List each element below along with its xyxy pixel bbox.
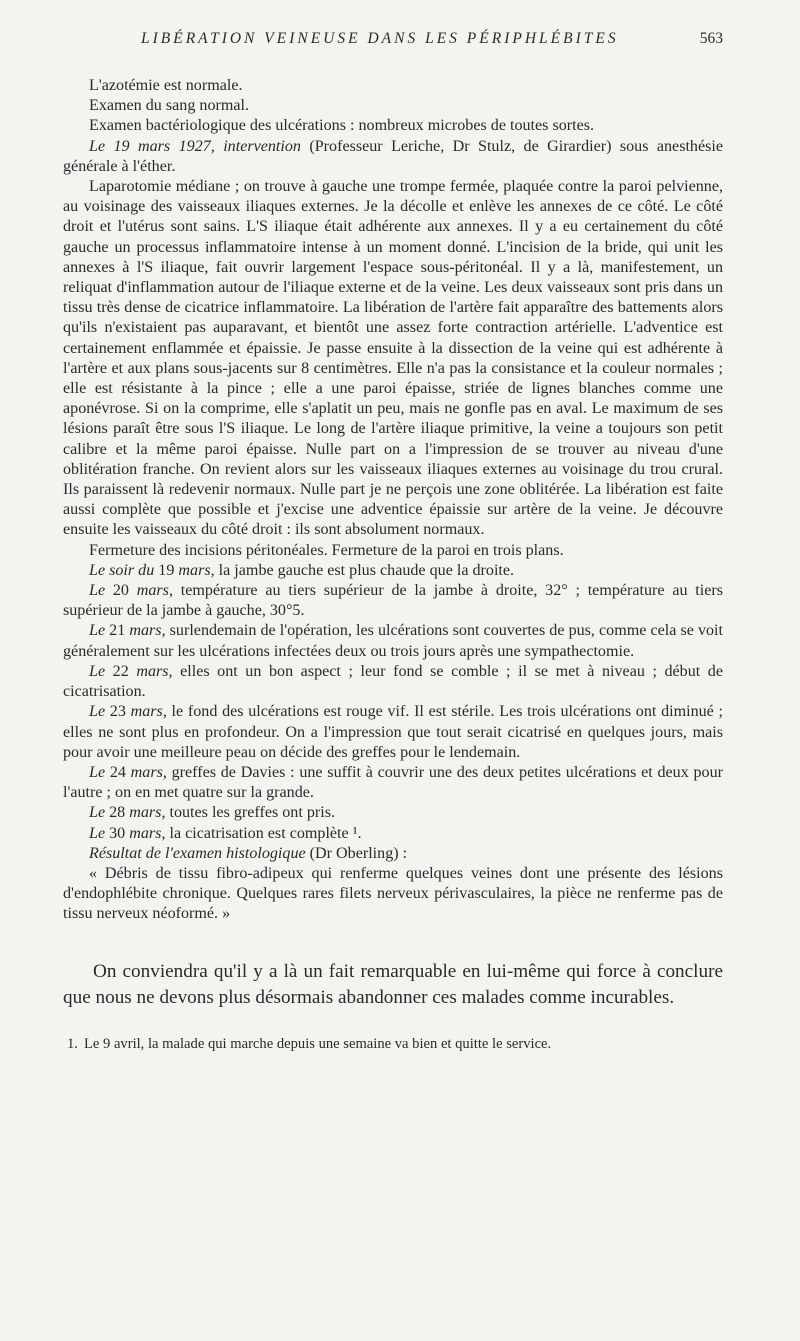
body-paragraph — [63, 96, 723, 116]
body-paragraph — [63, 76, 723, 96]
italic-run: Résultat de l'examen histologique — [89, 844, 306, 862]
text-run: , la jambe gauche est plus chaude que la droite. — [210, 561, 515, 579]
page — [63, 30, 723, 1054]
body-paragraph — [63, 137, 723, 177]
italic-run: Le — [89, 703, 106, 721]
text-run: « Débris de tissu fibro-adipeux qui renferme quelques veines dont une présente des lésions d'endophlébite chronique. Quelques rares filets nerveux périvasculaires, la pièce ne renferme pas de tissu nerveux néoformé. » — [63, 864, 723, 923]
text-run: Fermeture des incisions péritonéales. Fermeture de la paroi en trois plans. — [89, 541, 564, 559]
text-run: 28 — [105, 804, 130, 822]
italic-run: mars — [136, 662, 169, 680]
case-report-body — [63, 76, 723, 925]
body-paragraph — [63, 864, 723, 925]
body-paragraph — [63, 177, 723, 541]
page-number: 563 — [699, 30, 723, 47]
text-run: , greffes de Davies : une suffit à couvrir une des deux petites ulcérations et deux pour l'autre ; on en met quatre sur la grande. — [63, 763, 723, 802]
body-paragraph — [63, 581, 723, 621]
text-run: Examen bactériologique des ulcérations : nombreux microbes de toutes sortes. — [89, 117, 595, 135]
text-run: , la cicatrisation est complète ¹. — [161, 824, 362, 842]
italic-run: Le 19 mars 1927, intervention — [89, 137, 301, 155]
text-run: 20 — [105, 582, 137, 600]
italic-run: Le — [89, 763, 106, 781]
body-paragraph — [63, 662, 723, 702]
italic-run: Le — [89, 622, 106, 640]
italic-run: Le soir du — [89, 561, 155, 579]
text-run: 23 — [105, 703, 131, 721]
text-run: (Dr Oberling) : — [305, 844, 408, 862]
italic-run: Le — [89, 804, 106, 822]
conclusion-paragraph: On conviendra qu'il y a là un fait remarquable en lui-même qui force à conclure que nous ne devons plus désormais abandonner ces malades comme incurables. — [63, 960, 723, 1008]
text-run: L'azotémie est normale. — [89, 77, 243, 94]
text-run: 21 — [105, 622, 130, 640]
italic-run: Le — [89, 582, 106, 600]
body-paragraph — [63, 621, 723, 661]
running-title: LIBÉRATION VEINEUSE DANS LES PÉRIPHLÉBITES — [141, 30, 619, 47]
text-run: 19 — [154, 561, 179, 579]
italic-run: Le — [89, 662, 106, 680]
italic-run: mars — [129, 622, 162, 640]
body-paragraph — [63, 561, 723, 581]
text-run: , le fond des ulcérations est rouge vif. Il est stérile. Les trois ulcérations ont diminué ; elles ne sont plus en profondeur. On a l'impression que tout serait cicatrisé en quelques jours, mais pour avoir une meilleure peau on décide des greffes pour le lendemain. — [63, 703, 724, 761]
italic-run: mars — [129, 804, 162, 822]
text-run: , elles ont un bon aspect ; leur fond se comble ; il se met à niveau ; début de cicatrisation. — [63, 662, 724, 701]
body-paragraph — [63, 803, 723, 823]
body-paragraph — [63, 702, 723, 763]
body-paragraph — [63, 824, 723, 844]
body-paragraph — [63, 541, 723, 561]
italic-run: mars — [130, 763, 163, 781]
text-run: 24 — [105, 763, 131, 781]
footnote-text: Le 9 avril, la malade qui marche depuis une semaine va bien et quitte le service. — [83, 1035, 552, 1052]
text-run: , température au tiers supérieur de la jambe à droite, 32° ; température au tiers supérieur de la jambe à gauche, 30°5. — [63, 582, 723, 620]
footnote — [63, 1035, 723, 1054]
italic-run: mars — [129, 824, 162, 842]
body-paragraph — [63, 844, 723, 864]
text-run: , surlendemain de l'opération, les ulcérations sont couvertes de pus, comme cela se voit généralement sur les ulcérations infectées deux ou trois jours après une sympathectomie. — [63, 622, 723, 660]
conclusion-section — [63, 959, 723, 1011]
footnote-number: 1. — [67, 1035, 78, 1052]
body-paragraph — [63, 116, 723, 136]
text-run: 22 — [105, 662, 137, 680]
italic-run: mars — [178, 561, 211, 579]
text-run: 30 — [105, 824, 130, 842]
running-header — [63, 30, 723, 54]
body-paragraph — [63, 763, 723, 803]
italic-run: mars — [130, 703, 163, 721]
text-run: Examen du sang normal. — [89, 97, 250, 115]
text-run: Laparotomie médiane ; on trouve à gauche une trompe fermée, plaquée contre la paroi pelvienne, au voisinage des vaisseaux iliaques externes. Je la décolle et enlève les annexes de ce côté. Le côté droit et l'utérus sont sains. L'S iliaque était adhérente aux annexes. Il y a eu certainement du côté gauche un processus inflammatoire intense à un moment donné. L'incision de la bride, qui unit les annexes à l'S iliaque, fait ouvrir largement l'espace sous-péritonéal. Il y a là, manifestement, un reliquat d'inflammation autour de l'iliaque externe et de la veine. Les deux vaisseaux sont pris dans un tissu très dense de cicatrice inflammatoire. La libération de l'artère fait apparaître des battements alors qu'ils n'existaient pas auparavant, et bientôt une assez forte contraction artérielle. L'adventice est certainement enflammée et épaissie. Je passe ensuite à la dissection de la veine qui est adhérente à l'artère et aux plans sous-jacents sur 8 centimètres. Elle n'a pas la consistance et la couleur normales ; elle est résistante à la pince ; elle a une paroi épaisse, striée de lignes blanches comme une aponévrose. Si on la comprime, elle s'aplatit un peu, mais ne gonfle pas en aval. Le maximum de ses lésions paraît être sous l'S iliaque. Le long de l'artère iliaque primitive, la veine a toujours son petit calibre et la même paroi épaisse. Nulle part on a l'impression de se trouver au niveau d'une oblitération franche. On revient alors sur les vaisseaux iliaques externes au voisinage du trou crural. Ils paraissent là redevenir normaux. Nulle part je ne perçois une zone oblitérée. La libération est faite aussi complète que possible et j'excise une adventice épaissie sur artère de la veine. Je découvre ensuite les vaisseaux du côté droit : ils sont absolument normaux. — [63, 178, 723, 539]
italic-run: mars — [136, 582, 169, 600]
italic-run: Le — [89, 824, 106, 842]
text-run: (Professeur Leriche, Dr Stulz, de Girardier) sous anesthésie générale à l'éther. — [63, 137, 724, 175]
text-run: , toutes les greffes ont pris. — [161, 804, 336, 822]
